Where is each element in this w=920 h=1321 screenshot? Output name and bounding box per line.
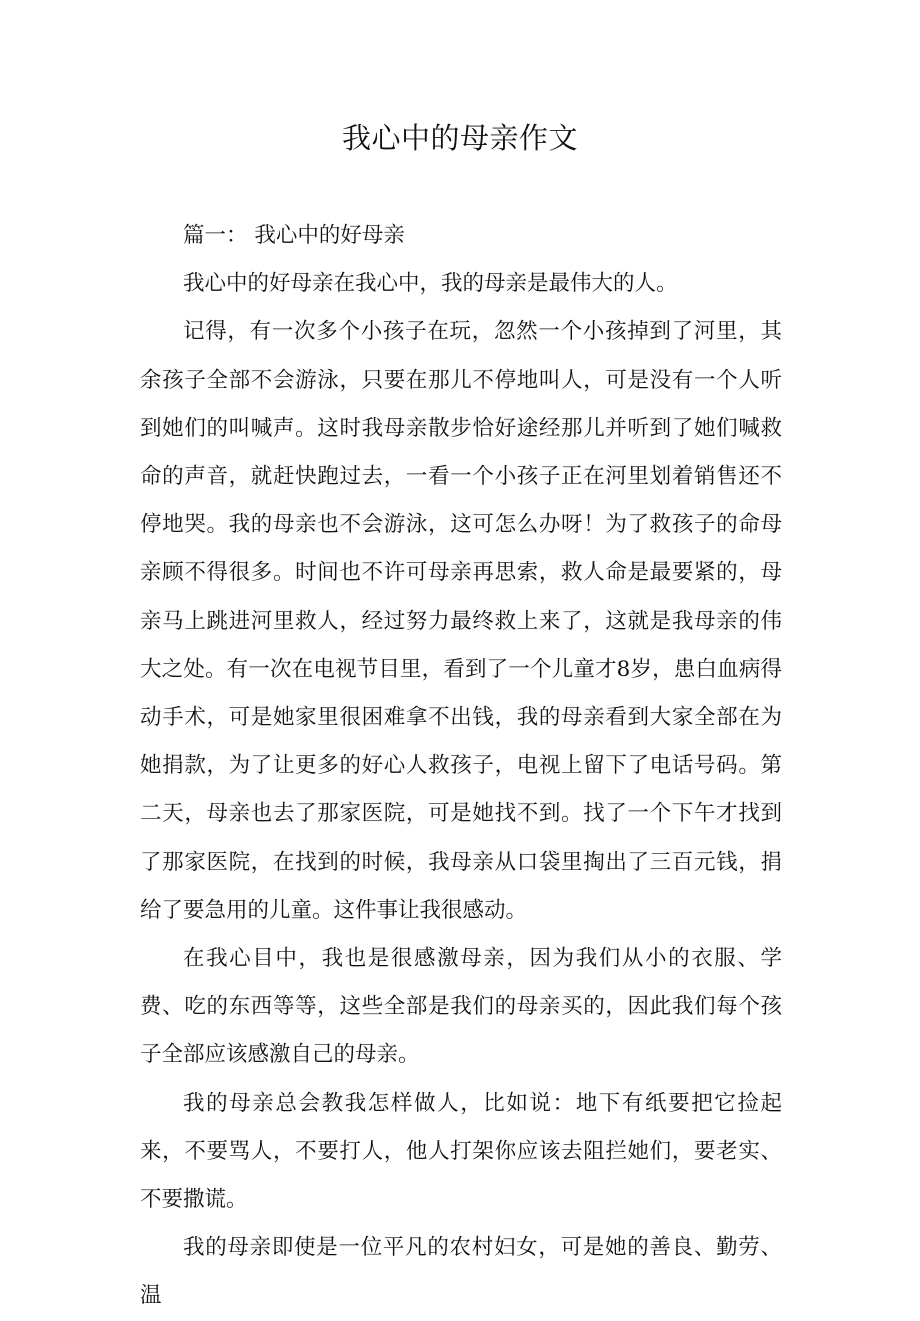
document-title: 我心中的母亲作文 <box>341 121 578 155</box>
paragraph: 在我心目中，我也是很感激母亲，因为我们从小的衣服、学费、吃的东西等等，这些全部是我们的母亲买的，因此我们每个孩子全部应该感激自己的母亲。 <box>140 946 782 1068</box>
document-body <box>140 212 782 1321</box>
section-heading: 篇一： 我心中的好母亲 <box>183 223 405 248</box>
paragraph: 我心中的好母亲在我心中，我的母亲是最伟大的人。 <box>183 271 678 297</box>
paragraph: 我的母亲即使是一位平凡的农村妇女，可是她的善良、勤劳、温 <box>140 1235 782 1309</box>
paragraph: 我的母亲总会教我怎样做人，比如说：地下有纸要把它捡起来，不要骂人，不要打人，他人打架你应该去阻拦她们，要老实、不要撒谎。 <box>140 1090 782 1213</box>
paragraph: 记得，有一次多个小孩子在玩，忽然一个小孩掉到了河里，其余孩子全部不会游泳，只要在那儿不停地叫人，可是没有一个人听到她们的叫喊声。这时我母亲散步恰好途经那儿并听到了她们喊救命的声音，就赶快跑过去，一看一个小孩子正在河里划着销售还不停地哭。我的母亲也不会游泳，这可怎么办呀！为了救孩子的命母亲顾不得很多。时间也不许可母亲再思索，救人命是最要紧的，母亲马上跳进河里救人，经过努力最终救上来了，这就是我母亲的伟大之处。有一次在电视节目里，看到了一个儿童才8岁，患白血病得动手术，可是她家里很困难拿不出钱，我的母亲看到大家全部在为她捐款，为了让更多的好心人救孩子，电视上留下了电话号码。第二天，母亲也去了那家医院，可是她找不到。找了一个下午才找到了那家医院，在找到的时候，我母亲从口袋里掏出了三百元钱，捐给了要急用的儿童。这件事让我很感动。 <box>140 319 782 923</box>
